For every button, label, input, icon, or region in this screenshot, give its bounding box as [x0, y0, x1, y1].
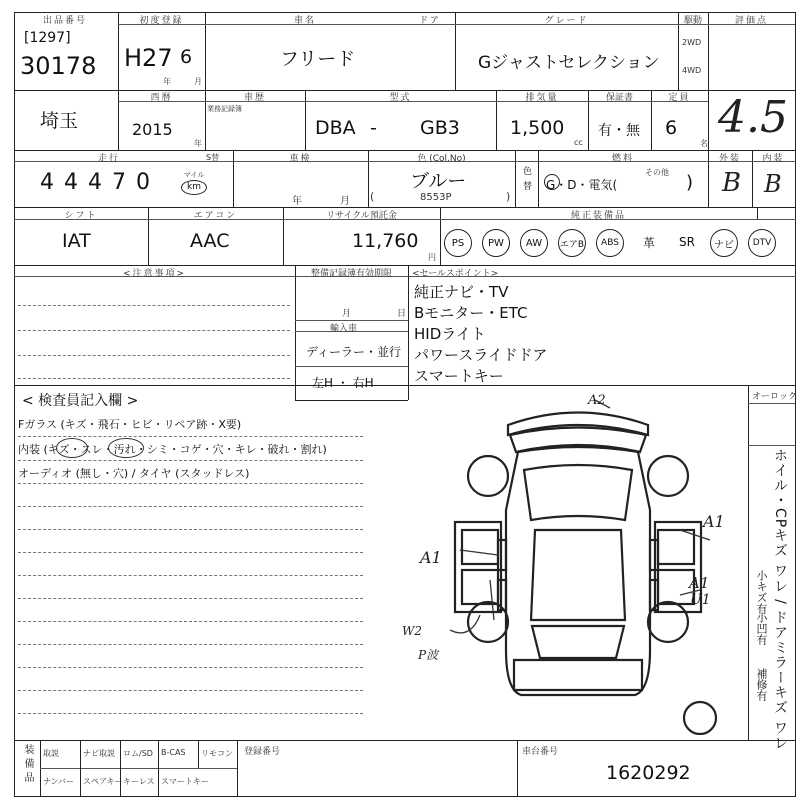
recall-header: 整備記録簿有効期限 [310, 269, 392, 279]
sales-point: Bモニター・ETC [414, 304, 528, 322]
drive-2wd: 2WD [682, 38, 702, 47]
car-diagram [410, 390, 745, 735]
shift: IAT [62, 230, 91, 252]
bottom-equip-row2 [40, 772, 240, 792]
model-type-prefix: DBA [315, 117, 356, 139]
fuel-other-label: その他 [645, 168, 669, 177]
wheel-front-left [468, 456, 508, 496]
aircon-header: エアコン [193, 211, 238, 221]
mark-a1-right: A1 [703, 512, 725, 531]
capacity-header: 定員 [668, 93, 691, 103]
bottom-equip-item: ナンバー [43, 777, 75, 786]
equipment-header: 純正装備品 [570, 211, 626, 221]
score-handwritten: 4.5 [718, 92, 788, 143]
color-code: 8553P [420, 192, 452, 203]
equipment-item: 革 [642, 235, 655, 250]
recycle-unit: 円 [428, 253, 436, 262]
fuel-close: ) [686, 172, 694, 193]
bottom-equip-item: スペアキー [83, 777, 123, 786]
first-reg-header: 初度登録 [139, 16, 184, 26]
bottom-equip-item: ロム/SD [123, 749, 153, 758]
interior-header: 内装 [762, 154, 785, 164]
model-name-header: 車名 [293, 16, 316, 26]
inspection-header: 車検 [289, 154, 312, 164]
bottom-equip-item: リモコン [201, 749, 233, 758]
equipment-list [444, 229, 794, 259]
entry-number: 30178 [20, 52, 97, 80]
fuel-g-circle [544, 174, 560, 190]
inspection-year-label: 年 [292, 196, 302, 207]
spare-tire [684, 702, 716, 734]
inspector-line-1: Fガラス (キズ・飛石・ヒビ・リペア跡・X要) [18, 418, 242, 431]
lane-code: [1297] [24, 30, 71, 46]
mark-u1: U1 [690, 592, 711, 608]
mileage-digits [40, 170, 180, 200]
drive-header: 駆動 [683, 16, 702, 26]
year-unit-2: 年 [194, 139, 202, 148]
equipment-item: SR [679, 235, 695, 249]
equipment-item: PW [482, 229, 510, 257]
color-paren-open: ( [370, 190, 375, 203]
western-year-header: 西暦 [150, 93, 173, 103]
bottom-equip-item: B-CAS [161, 748, 186, 757]
inspector-line-2: 内装 (キズ・スレ・汚れ・シミ・コゲ・穴・キレ・破れ・割れ) [18, 443, 327, 456]
grade-header: グレード [544, 16, 589, 26]
drive-4wd: 4WD [682, 66, 702, 75]
history-note: 業務記録簿 [207, 105, 242, 113]
mark-w2: W2 [402, 624, 422, 638]
mark-a2: A2 [588, 393, 606, 408]
first-reg-era-year: H27 [124, 44, 173, 72]
notes-header: <注意事項> [122, 269, 187, 279]
doors-header: ドア [419, 16, 441, 26]
sales-point: スマートキー [414, 367, 504, 385]
side-small-3: 補修有 [755, 668, 768, 701]
model-type-header: 型式 [389, 93, 412, 103]
prefecture: 埼玉 [40, 110, 79, 132]
model-name: フリード [280, 48, 356, 70]
recycle-header: リサイクル預託金 [326, 211, 397, 221]
mileage-digit: 7 [112, 170, 126, 195]
wheel-front-right [648, 456, 688, 496]
bottom-equip-item: キーレス [123, 777, 155, 786]
sales-points [414, 282, 744, 387]
equipment-item: AW [520, 229, 548, 257]
displacement-unit: cc [574, 138, 583, 147]
mark-p-wave: P波 [418, 648, 439, 662]
mileage-header: 走行 [97, 154, 120, 164]
fuel-options: G・D・電気( [546, 178, 618, 192]
recall-month: 月 [342, 309, 352, 319]
equipment-item: ABS [596, 229, 624, 257]
import-label: 輸入車 [330, 324, 358, 334]
equipment-item: ナビ [710, 229, 738, 257]
equipment-item: PS [444, 229, 472, 257]
capacity: 6 [665, 117, 678, 139]
score-header: 評価点 [734, 16, 768, 26]
sales-point: HIDライト [414, 325, 486, 343]
mark-a1-left: A1 [420, 548, 442, 567]
mark-a1-right-2: A1 [689, 574, 710, 592]
chassis-no: 1620292 [606, 762, 691, 784]
sales-points-header: <セールスポイント> [412, 269, 499, 279]
bottom-equip-item: 取説 [43, 749, 59, 758]
displacement: 1,500 [510, 117, 565, 139]
bottom-equip-item: ナビ取説 [83, 749, 115, 758]
inspector-line-3: オーディオ (無し・穴) / タイヤ (スタッドレス) [18, 467, 250, 480]
year-unit: 年 [163, 77, 171, 86]
recycle-amount: 11,760 [352, 230, 419, 252]
inspection-month-label: 月 [340, 196, 350, 207]
mileage-unit: マイル km [180, 170, 208, 195]
month-unit: 月 [194, 77, 202, 86]
scratch-circle [56, 438, 88, 458]
color-header: 色 (Col.No) [417, 154, 466, 164]
sales-point: パワースライドドア [414, 346, 548, 364]
mileage-digit: 0 [136, 170, 150, 195]
sales-point: 純正ナビ・TV [414, 283, 509, 301]
dirt-circle [108, 438, 144, 458]
grade: Gジャストセレクション [478, 53, 660, 73]
bottom-equip-item: スマートキー [161, 777, 209, 786]
capacity-unit: 名 [700, 139, 708, 148]
ownership-label: オーロック [752, 392, 797, 402]
shift-header: シフト [64, 211, 98, 221]
exterior-header: 外装 [718, 154, 741, 164]
model-type-dash: - [370, 117, 377, 139]
side-vertical-text: ホイル・CPキズ ワレ / ドアミラーキズ ワレ [772, 448, 788, 751]
warranty: 有・無 [598, 123, 640, 139]
displacement-header: 排気量 [525, 93, 559, 103]
warranty-header: 保証書 [605, 93, 633, 103]
mileage-digit: 4 [88, 170, 102, 195]
meter-swap-header: S替 [206, 153, 220, 162]
repaint-label: 色替 [521, 166, 531, 196]
chassis-no-header: 車台番号 [522, 747, 559, 757]
inspector-header: < 検査員記入欄 > [22, 393, 139, 409]
mileage-digit: 4 [64, 170, 78, 195]
history-header: 車歴 [243, 93, 266, 103]
fuel-header: 燃料 [611, 154, 634, 164]
registration-no-header: 登録番号 [244, 747, 281, 757]
bottom-equip-header: 装備品 [22, 744, 33, 786]
aircon: AAC [190, 230, 230, 252]
recall-day: 日 [397, 309, 407, 319]
mileage-digit: 4 [40, 170, 54, 195]
model-type-code: GB3 [420, 117, 460, 139]
side-small-2: 小凹有 [755, 612, 768, 645]
western-year: 2015 [132, 120, 173, 139]
equipment-item: DTV [748, 229, 776, 257]
color-name: ブルー [410, 170, 467, 192]
exterior-handwritten: B [722, 168, 742, 198]
side-small-1: 小キズ有 [755, 570, 768, 614]
entry-no-header: 出品番号 [42, 16, 87, 26]
first-reg-month: 6 [180, 46, 193, 68]
handle-label: 左H ・ 右H [312, 376, 374, 390]
interior-handwritten: B [764, 170, 782, 198]
dealer-label: ディーラー・並行 [306, 345, 402, 359]
color-paren-close: ) [506, 190, 511, 203]
equipment-item: エアB [558, 229, 586, 257]
